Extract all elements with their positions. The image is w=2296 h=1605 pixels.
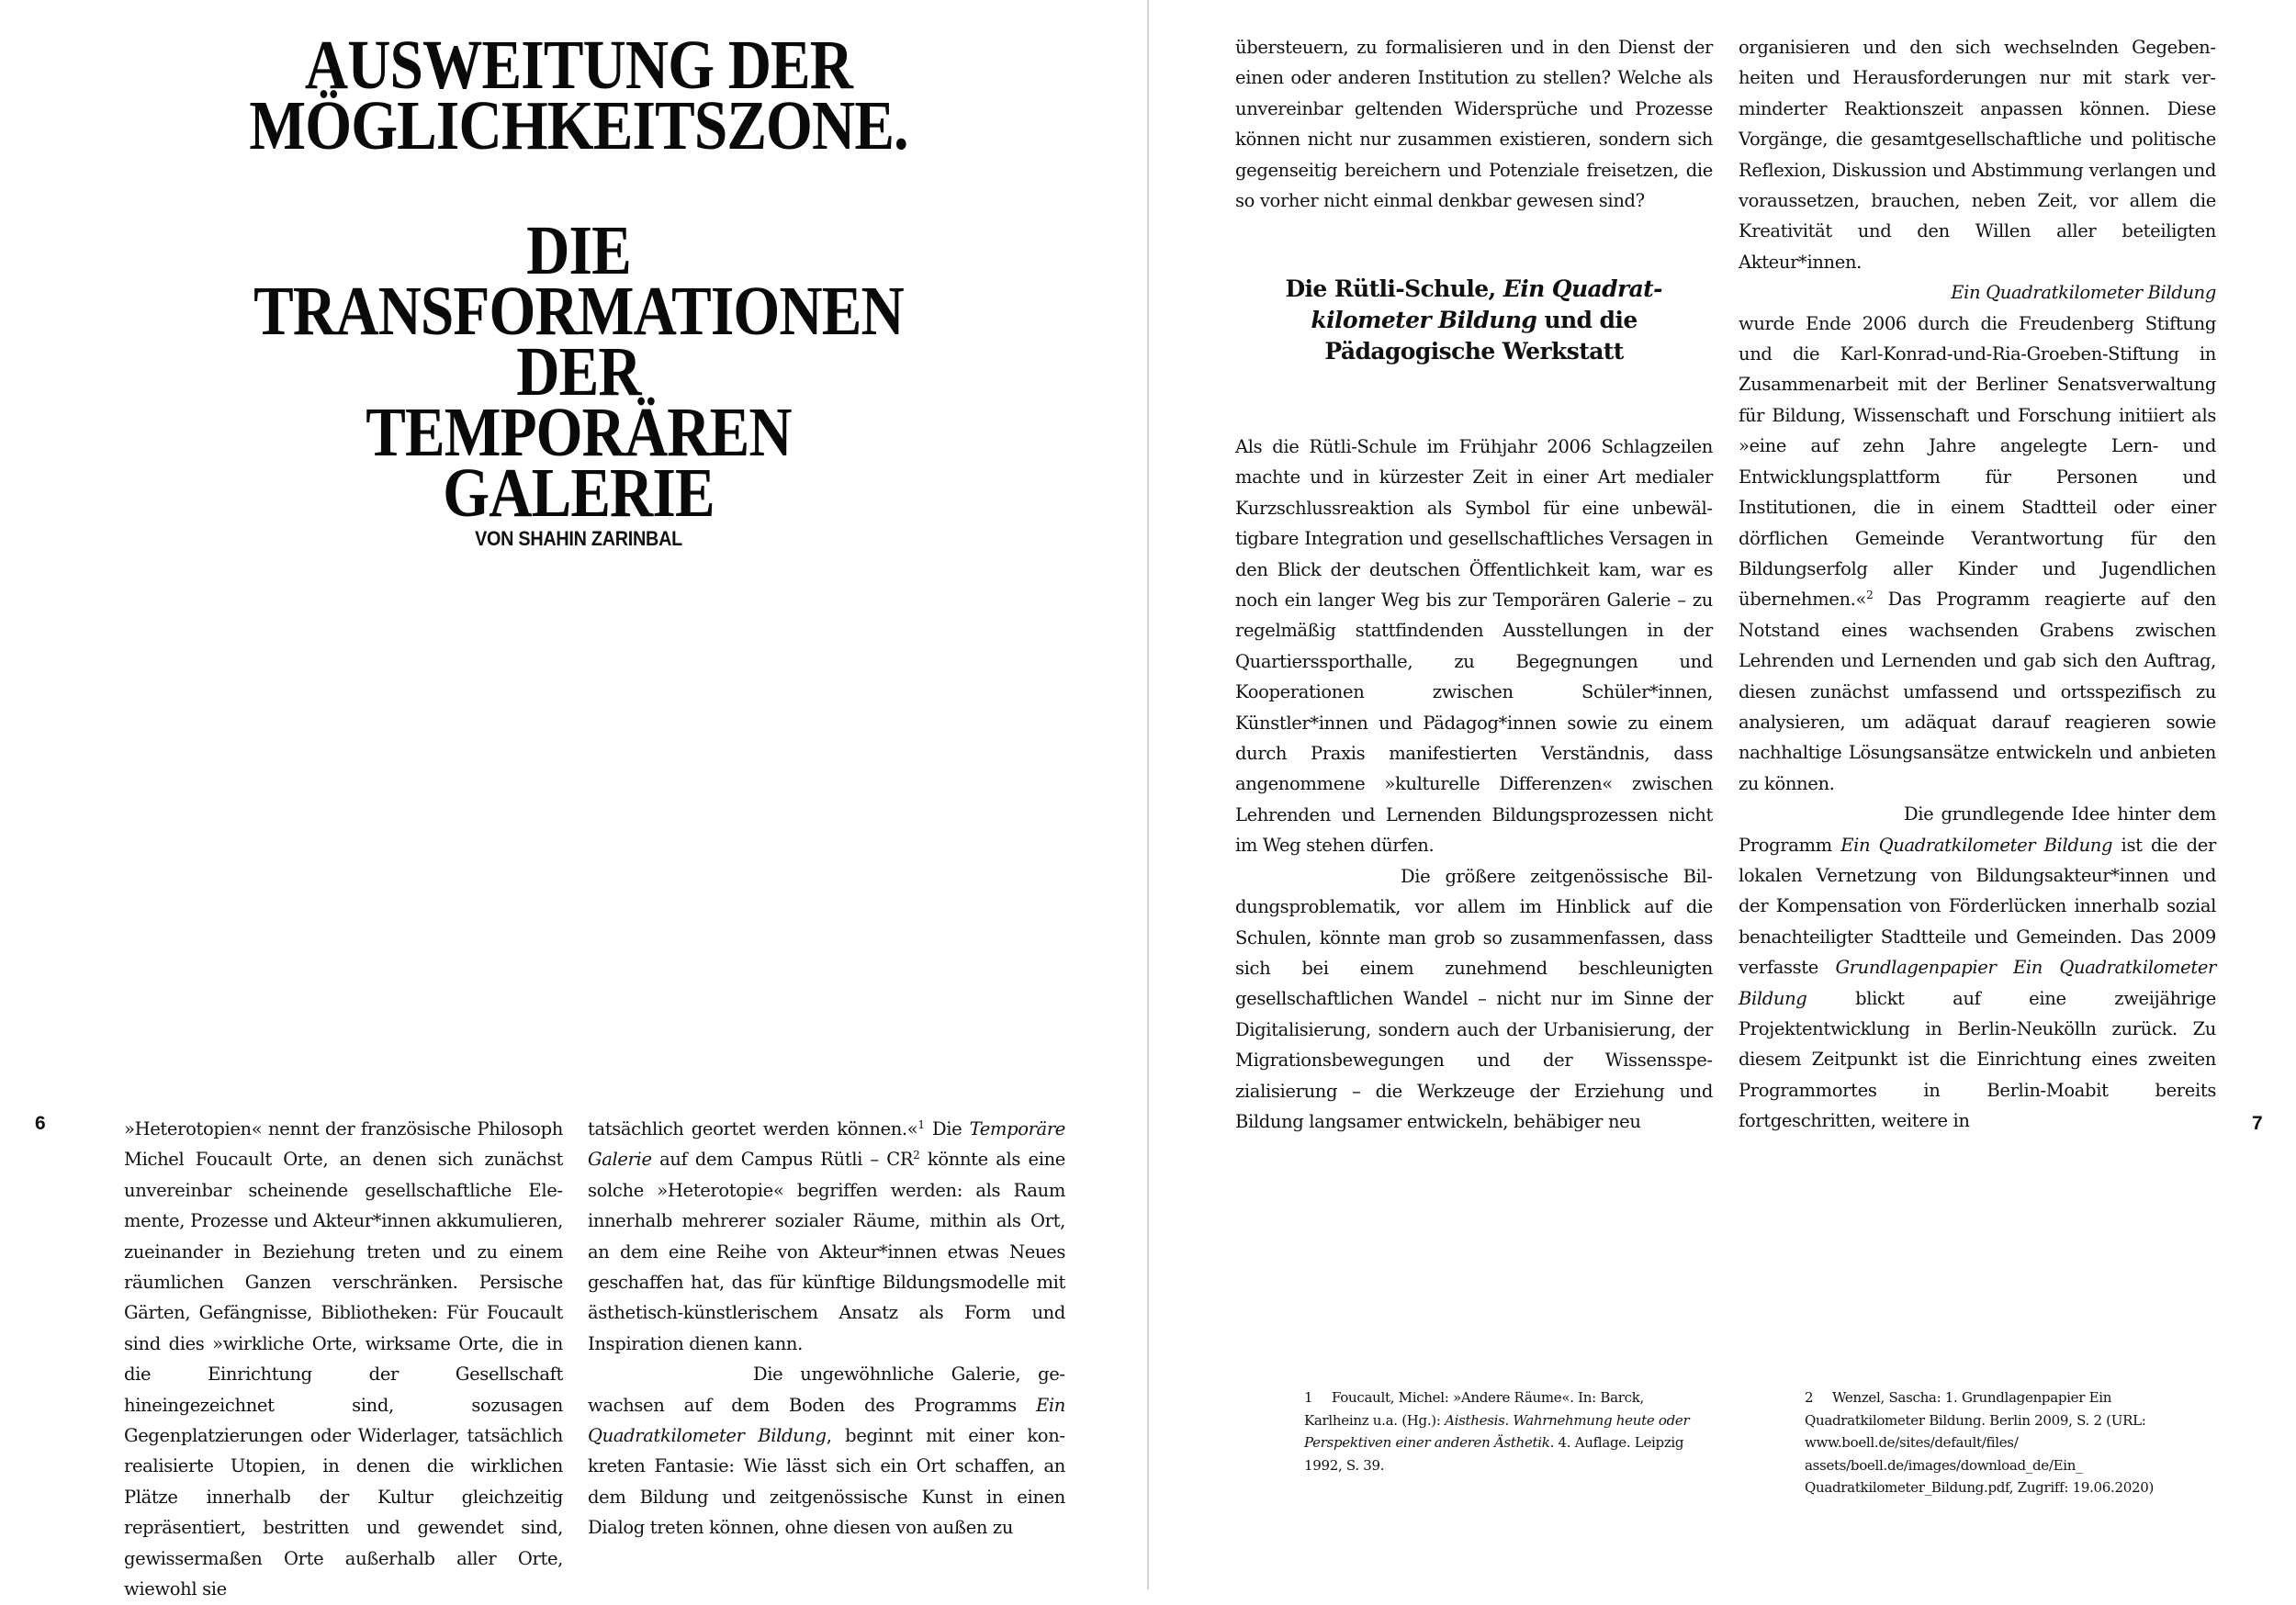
subtitle-line: TRANSFORMATIONEN (253, 273, 904, 350)
body-paragraph: Die grundlegende Idee hinter dem Programm Ein Quadratkilometer Bildung ist die der lokalen Vernetzung von Bildungsakteur*innen und der Kompensation von Förderlücken innerhalb sozial benachteiligter Stadtteile und Gemeinden. Das 2009 verfasste Grundlagenpapier Ein Quadratkilometer Bildung blickt auf eine zweijährige Projektentwicklung in Berlin-Neukölln zurück. Zu diesem Zeitpunkt ist die Einrichtung eines zweiten Programmortes in Berlin-Moabit bereits fortgeschritten, weitere in (1739, 803, 2216, 1132)
right-column-2 (1739, 32, 2216, 1137)
body-paragraph: Die ungewöhnliche Galerie, gewachsen auf dem Boden des Programms Ein Quadratkilometer Bildung, beginnt mit einer konkreten Fantasie: Wie lässt sich ein Ort schaffen, an dem Bildung und zeitgenössische Kunst in einen Dialog treten können, ohne diesen von außen zu (588, 1364, 1065, 1539)
page-number-left: 6 (35, 1113, 46, 1134)
left-column-1 (124, 1114, 563, 1605)
footnote-ref[interactable]: 1 (917, 1118, 925, 1131)
page-number-right: 7 (2252, 1113, 2263, 1134)
author-byline: VON SHAHIN ZARINBAL (475, 527, 682, 550)
footnote-1: 1 Foucault, Michel: »Andere Räume«. In: Barck, Karlheinz u.a. (Hg.): Aisthesis. Wahrnehmung heute oder Perspektiven einer anderen Ästhetik. 4. Auflage. Leipzig 1992, S. 39. (1304, 1386, 1708, 1476)
left-column-2 (588, 1114, 1065, 1543)
body-paragraph: Die größere zeitgenössische Bildungsproblematik, vor allem im Hinblick auf die Schulen, könnte man grob so zusammenfassen, dass sich bei einem zunehmend beschleunigten gesellschaftlichen Wandel – nicht nur im Sinne der Digitalisierung, sondern auch der Urbanisierung, der Migrationsbewegungen und der Wissensspezialisierung – die Werkzeuge der Erziehung und Bildung langsamer entwickeln, behäbiger neu (1235, 865, 1713, 1132)
subtitle-line: TEMPORÄREN (366, 394, 792, 471)
right-column-1-top (1235, 32, 1713, 216)
page-gutter-divider (1147, 0, 1149, 1589)
body-paragraph: tatsächlich geortet werden können.«$^1$ Die Temporäre Galerie auf dem Campus Rütli – $CR^2$ könnte als eine solche »Heterotopie« begriffen werden: als Raum innerhalb mehrerer sozialer Räume, mithin als Ort, an dem eine Reihe von Akteur*innen etwas Neues geschaffen hat, das für künftige Bildungsmodelle mit ästhetisch-künstlerischem Ansatz als Form und Inspiration dienen kann. (588, 1118, 1065, 1354)
body-paragraph: »Heterotopien« nennt der französische Philosoph Michel Foucault Orte, an denen sich zunächst unvereinbar scheinende gesellschaftliche Elemente, Prozesse und Akteur*innen akkumulieren, zueinander in Beziehung treten und zu einem räumlichen Ganzen verschränken. Persische Gärten, Gefängnisse, Bibliotheken: Für Foucault sind dies »wirkliche Orte, wirksame Orte, die in die Einrichtung der Gesellschaft hineingezeichnet sind, sozusagen Gegenplatzierungen oder Widerlager, tatsächlich realisierte Utopien, in denen die wirklichen Plätze innerhalb der Kultur gleichzeitig repräsentiert, bestritten und gewendet sind, gewissermaßen Orte außerhalb aller Orte, wiewohl sie (124, 1118, 563, 1600)
body-paragraph: Als die Rütli-Schule im Frühjahr 2006 Schlagzeilen machte und in kürzester Zeit in einer Art medialer Kurzschlussreaktion als Symbol für eine unbewältigbare Integration und gesellschaftliches Versagen in den Blick der deutschen Öffentlichkeit kam, war es noch ein langer Weg bis zur Temporären Galerie – zu regelmäßig stattfindenden Ausstellungen in der Quartierssporthalle, zu Begegnungen und Kooperationen zwischen Schüler*innen, Künstler*innen und Pädagog*innen sowie zu einem durch Praxis manifestierten Verständnis, dass angenommene »kulturelle Differenzen« zwischen Lehrenden und Lernenden Bildungsprozessen nicht im Weg stehen dürfen. (1235, 436, 1713, 857)
article-title (160, 27, 997, 164)
footnote-ref[interactable]: 2 (1866, 589, 1874, 602)
right-column-1 (1235, 432, 1713, 1137)
section-heading: Die Rütli-Schule, Ein Quadratkilometer Bildung und die Pädagogische Werkstatt (1285, 275, 1663, 365)
footnote-2: 2 Wenzel, Sascha: 1. Grundlagenpapier Ein Quadratkilometer Bildung. Berlin 2009, S. 2 (URL: www.boell.de/sites/default/files/ assets/boell.de/images/download_de/Ein_ Quadratkilometer_Bildung.pdf, Zugriff: 19.06.2020) (1805, 1386, 2172, 1499)
subtitle-line: DER (516, 333, 641, 410)
subtitle-line: DIE (526, 212, 631, 289)
body-paragraph: übersteuern, zu formalisieren und in den Dienst der einen oder anderen Institution zu stellen? Welche als unvereinbar geltenden Widersprüche und Prozesse können nicht nur zusammen existieren, sondern sich gegenseitig bereichern und Potenziale freisetzen, die so vorher nicht einmal denkbar gewesen sind? (1235, 37, 1713, 212)
body-paragraph: organisieren und den sich wechselnden Gegebenheiten und Herausforderungen nur mit stark verminderter Reaktionszeit anpassen können. Diese Vorgänge, die gesamtgesellschaftliche und politische Reflexion, Diskussion und Abstimmung verlangen und voraussetzen, brauchen, neben Zeit, vor allem die Kreativität und den Willen aller beteiligten Akteur*innen. (1739, 37, 2216, 273)
subtitle-line: GALERIE (443, 455, 715, 532)
footnote-number: 1 (1304, 1389, 1313, 1406)
article-subtitle (160, 212, 997, 532)
body-paragraph: Ein Quadratkilometer Bildung wurde Ende 2006 durch die Freudenberg Stiftung und die Karl-Konrad-und-Ria-Groeben-Stiftung in Zusammenarbeit mit der Berliner Senatsverwaltung für Bildung, Wissenschaft und Forschung initiiert als »eine auf zehn Jahre angelegte Lern- und Entwicklungsplattform für Personen und Institutionen, die in einem Stadtteil oder einer dörflichen Gemeinde Verantwortung für den Bildungserfolg aller Kinder und Jugendlichen übernehmen.«$^2$ Das Programm reagierte auf den Notstand eines wachsenden Grabens zwischen Lehrenden und Lernenden und gab sich den Auftrag, diesen zunächst umfassend und ortsspezifisch zu analysieren, um adäquat darauf reagieren sowie nachhaltige Lösungsansätze entwickeln und anbieten zu können. (1739, 282, 2216, 794)
title-line: AUSWEITUNG DER (304, 27, 853, 104)
title-line: MÖGLICHKEITSZONE. (249, 87, 908, 164)
footnote-number: 2 (1805, 1389, 1814, 1406)
